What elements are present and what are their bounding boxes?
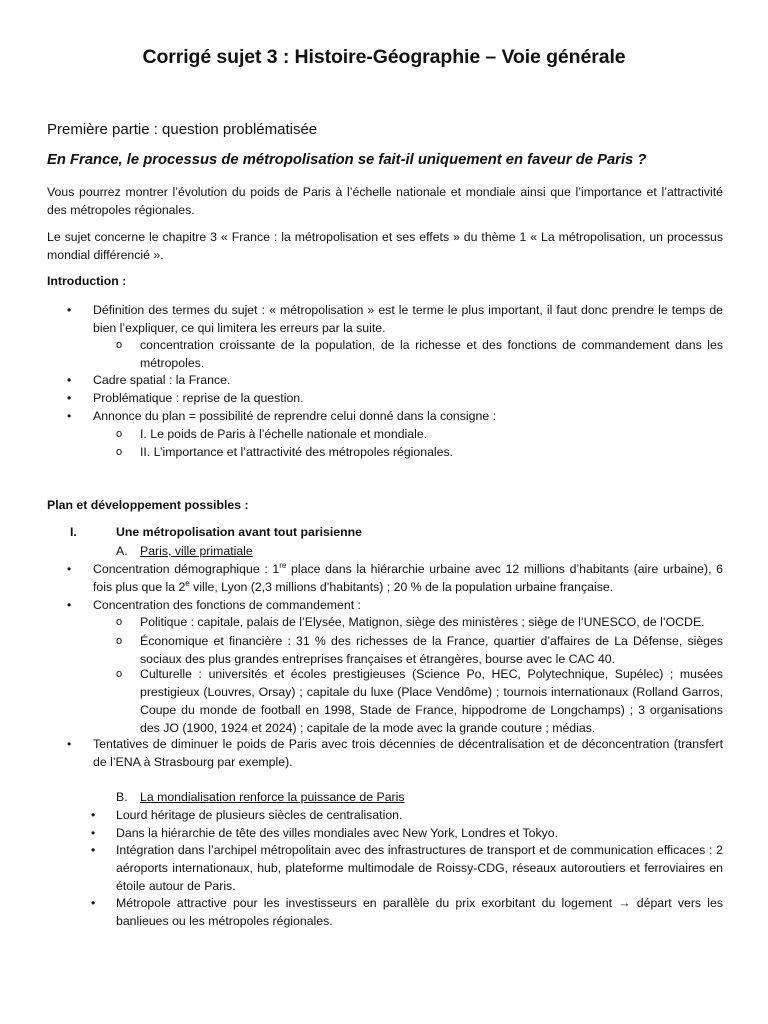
bullet-icon: • bbox=[91, 843, 96, 857]
list-item-commandement: Concentration des fonctions de commandement : bbox=[93, 598, 361, 612]
sub-bullet-icon: o bbox=[116, 635, 123, 647]
intro-paragraph-1: Vous pourrez montrer l’évolution du poids de Paris à l’échelle nationale et mondiale ainsi que l’importance et l’attractivité des métropoles régionales. bbox=[47, 185, 723, 217]
list-item-tentatives: Tentatives de diminuer le poids de Paris avec trois décennies de décentralisation et de déconcentration (transfert de l’ENA à Strasbourg par exemple). bbox=[93, 737, 723, 769]
list-item-integration: Intégration dans l’archipel métropolitain avec des infrastructures de transport et de communication efficaces : 2 aéroports internationaux, hub, plateforme multimodale de Roissy-CDG, réseaux autoroutiers et ferroviaires en étoile autour de Paris. bbox=[116, 843, 723, 893]
sub-part-a-title: Paris, ville primatiale bbox=[140, 544, 253, 558]
introduction-heading: Introduction : bbox=[47, 274, 127, 288]
bullet-icon: • bbox=[67, 562, 72, 576]
sub-bullet-icon: o bbox=[116, 616, 123, 628]
list-item-definition-sub: concentration croissante de la population, de la richesse et des fonctions de commandement dans les métropoles. bbox=[140, 338, 723, 370]
bullet-icon: • bbox=[67, 598, 72, 612]
list-item-problematique: Problématique : reprise de la question. bbox=[93, 391, 304, 405]
plan-heading: Plan et développement possibles : bbox=[47, 498, 249, 512]
list-item-politique: Politique : capitale, palais de l’Elysée, Matignon, siège des ministères ; siège de l’UNESCO, de l’OCDE. bbox=[140, 615, 705, 629]
sub-part-letter: A. bbox=[116, 544, 128, 558]
list-item-hierarchie: Dans la hiérarchie de tête des villes mondiales avec New York, Londres et Tokyo. bbox=[116, 826, 559, 840]
bullet-icon: • bbox=[67, 737, 72, 751]
sub-part-letter: B. bbox=[116, 790, 128, 804]
sub-bullet-icon: o bbox=[116, 446, 123, 458]
intro-paragraph-2: Le sujet concerne le chapitre 3 « France : la métropolisation et ses effets » du thème 1 « La métropolisation, un processus mondial différencié ». bbox=[47, 230, 723, 262]
bullet-icon: • bbox=[67, 409, 72, 423]
list-item-economique: Économique et financière : 31 % des richesses de la France, quartier d’affaires de La Défense, sièges sociaux des plus grandes entreprises françaises et étrangères, bourse avec le CAC 40. bbox=[140, 634, 723, 666]
bullet-icon: • bbox=[91, 808, 96, 822]
sub-bullet-icon: o bbox=[116, 428, 123, 440]
sub-part-b-title: La mondialisation renforce la puissance de Paris bbox=[140, 790, 405, 804]
bullet-icon: • bbox=[91, 896, 96, 910]
list-item-cadre: Cadre spatial : la France. bbox=[93, 373, 231, 387]
list-item-demographie: Concentration démographique : 1re place dans la hiérarchie urbaine avec 12 millions d’habitants (aire urbaine), 6 fois plus que la 2e ville, Lyon (2,3 millions d’habitants) ; 20 % de la population urbaine française. bbox=[93, 560, 723, 594]
section-title: Première partie : question problématisée bbox=[47, 121, 318, 138]
part-1-title: Une métropolisation avant tout parisienne bbox=[116, 525, 362, 539]
bullet-icon: • bbox=[91, 826, 96, 840]
part-number: I. bbox=[70, 525, 77, 539]
question-heading: En France, le processus de métropolisation se fait-il uniquement en faveur de Paris ? bbox=[47, 152, 647, 168]
arrow-right-icon: → bbox=[618, 896, 631, 910]
list-item-metropole: Métropole attractive pour les investisseurs en parallèle du prix exorbitant du logement → départ vers les banlieues ou les métropoles régionales. bbox=[116, 896, 723, 928]
bullet-icon: • bbox=[67, 373, 72, 387]
list-item-annonce-sub-1: I. Le poids de Paris à l’échelle nationale et mondiale. bbox=[140, 427, 428, 441]
list-item-culturelle: Culturelle : universités et écoles prestigieuses (Science Po, HEC, Polytechnique, Supélec) ; musées prestigieux (Louvres, Orsay) ; capitale du luxe (Place Vendôme) ; tournois internationaux (Rolland Garros, Coupe du monde de football en 1998, Stade de France, hippodrome de Longchamps) ; 3 organisations des JO (1900, 1924 et 2024) ; capitale de la mode avec la grande couture ; médias. bbox=[140, 667, 723, 735]
list-item-annonce-sub-2: II. L’importance et l’attractivité des métropoles régionales. bbox=[140, 445, 454, 459]
bullet-icon: • bbox=[67, 303, 72, 317]
list-item-heritage: Lourd héritage de plusieurs siècles de centralisation. bbox=[116, 808, 403, 822]
sub-bullet-icon: o bbox=[116, 339, 123, 351]
list-item-annonce: Annonce du plan = possibilité de reprendre celui donné dans la consigne : bbox=[93, 409, 497, 423]
list-item-definition: Définition des termes du sujet : « métropolisation » est le terme le plus important, il faut donc prendre le temps de bien l’expliquer, ce qui limitera les erreurs par la suite. bbox=[93, 303, 723, 335]
page-title: Corrigé sujet 3 : Histoire-Géographie – Voie générale bbox=[142, 46, 626, 68]
bullet-icon: • bbox=[67, 391, 72, 405]
sub-bullet-icon: o bbox=[116, 668, 123, 680]
